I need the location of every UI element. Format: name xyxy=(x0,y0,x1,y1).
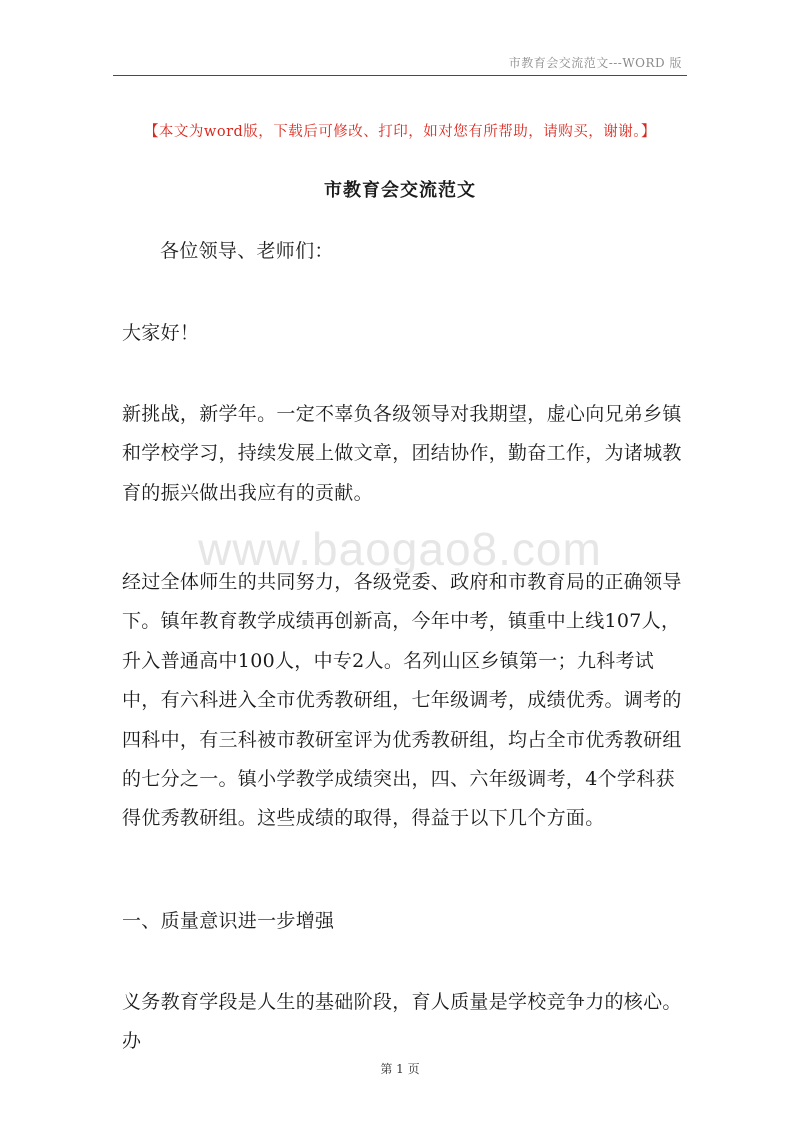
hello-paragraph: 大家好！ xyxy=(122,322,200,344)
header-divider xyxy=(113,75,687,76)
running-header: 市教育会交流范文---WORD 版 xyxy=(508,56,682,70)
body-paragraph-2: 经过全体师生的共同努力，各级党委、政府和市教育局的正确领导下。镇年教育教学成绩再创新高，今年中考，镇重中上线107人，升入普通高中100人，中专2人。名列山区乡镇第一；九科考试中，有六科进入全市优秀教研组，七年级调考，成绩优秀。调考的四科中，有三科被市教研室评为优秀教研组，均占全市优秀教研组的七分之一。镇小学教学成绩突出，四、六年级调考，4个学科获得优秀教研组。这些成绩的取得，得益于以下几个方面。 xyxy=(122,571,682,830)
watermark: www.baogao8.com xyxy=(198,523,602,575)
section-heading-1: 一、质量意识进一步增强 xyxy=(122,910,335,932)
body-paragraph-3: 义务教育学段是人生的基础阶段，育人质量是学校竞争力的核心。办 xyxy=(122,991,682,1053)
document-title: 市教育会交流范文 xyxy=(324,180,476,201)
greeting-paragraph: 各位领导、老师们： xyxy=(160,240,334,262)
page-number: 第 1 页 xyxy=(380,1062,420,1076)
purchase-notice: 【本文为word版，下载后可修改、打印，如对您有所帮助，请购买，谢谢。】 xyxy=(143,124,657,140)
body-paragraph-1: 新挑战，新学年。一定不辜负各级领导对我期望，虚心向兄弟乡镇和学校学习，持续发展上做文章，团结协作，勤奋工作，为诸城教育的振兴做出我应有的贡献。 xyxy=(122,403,682,504)
